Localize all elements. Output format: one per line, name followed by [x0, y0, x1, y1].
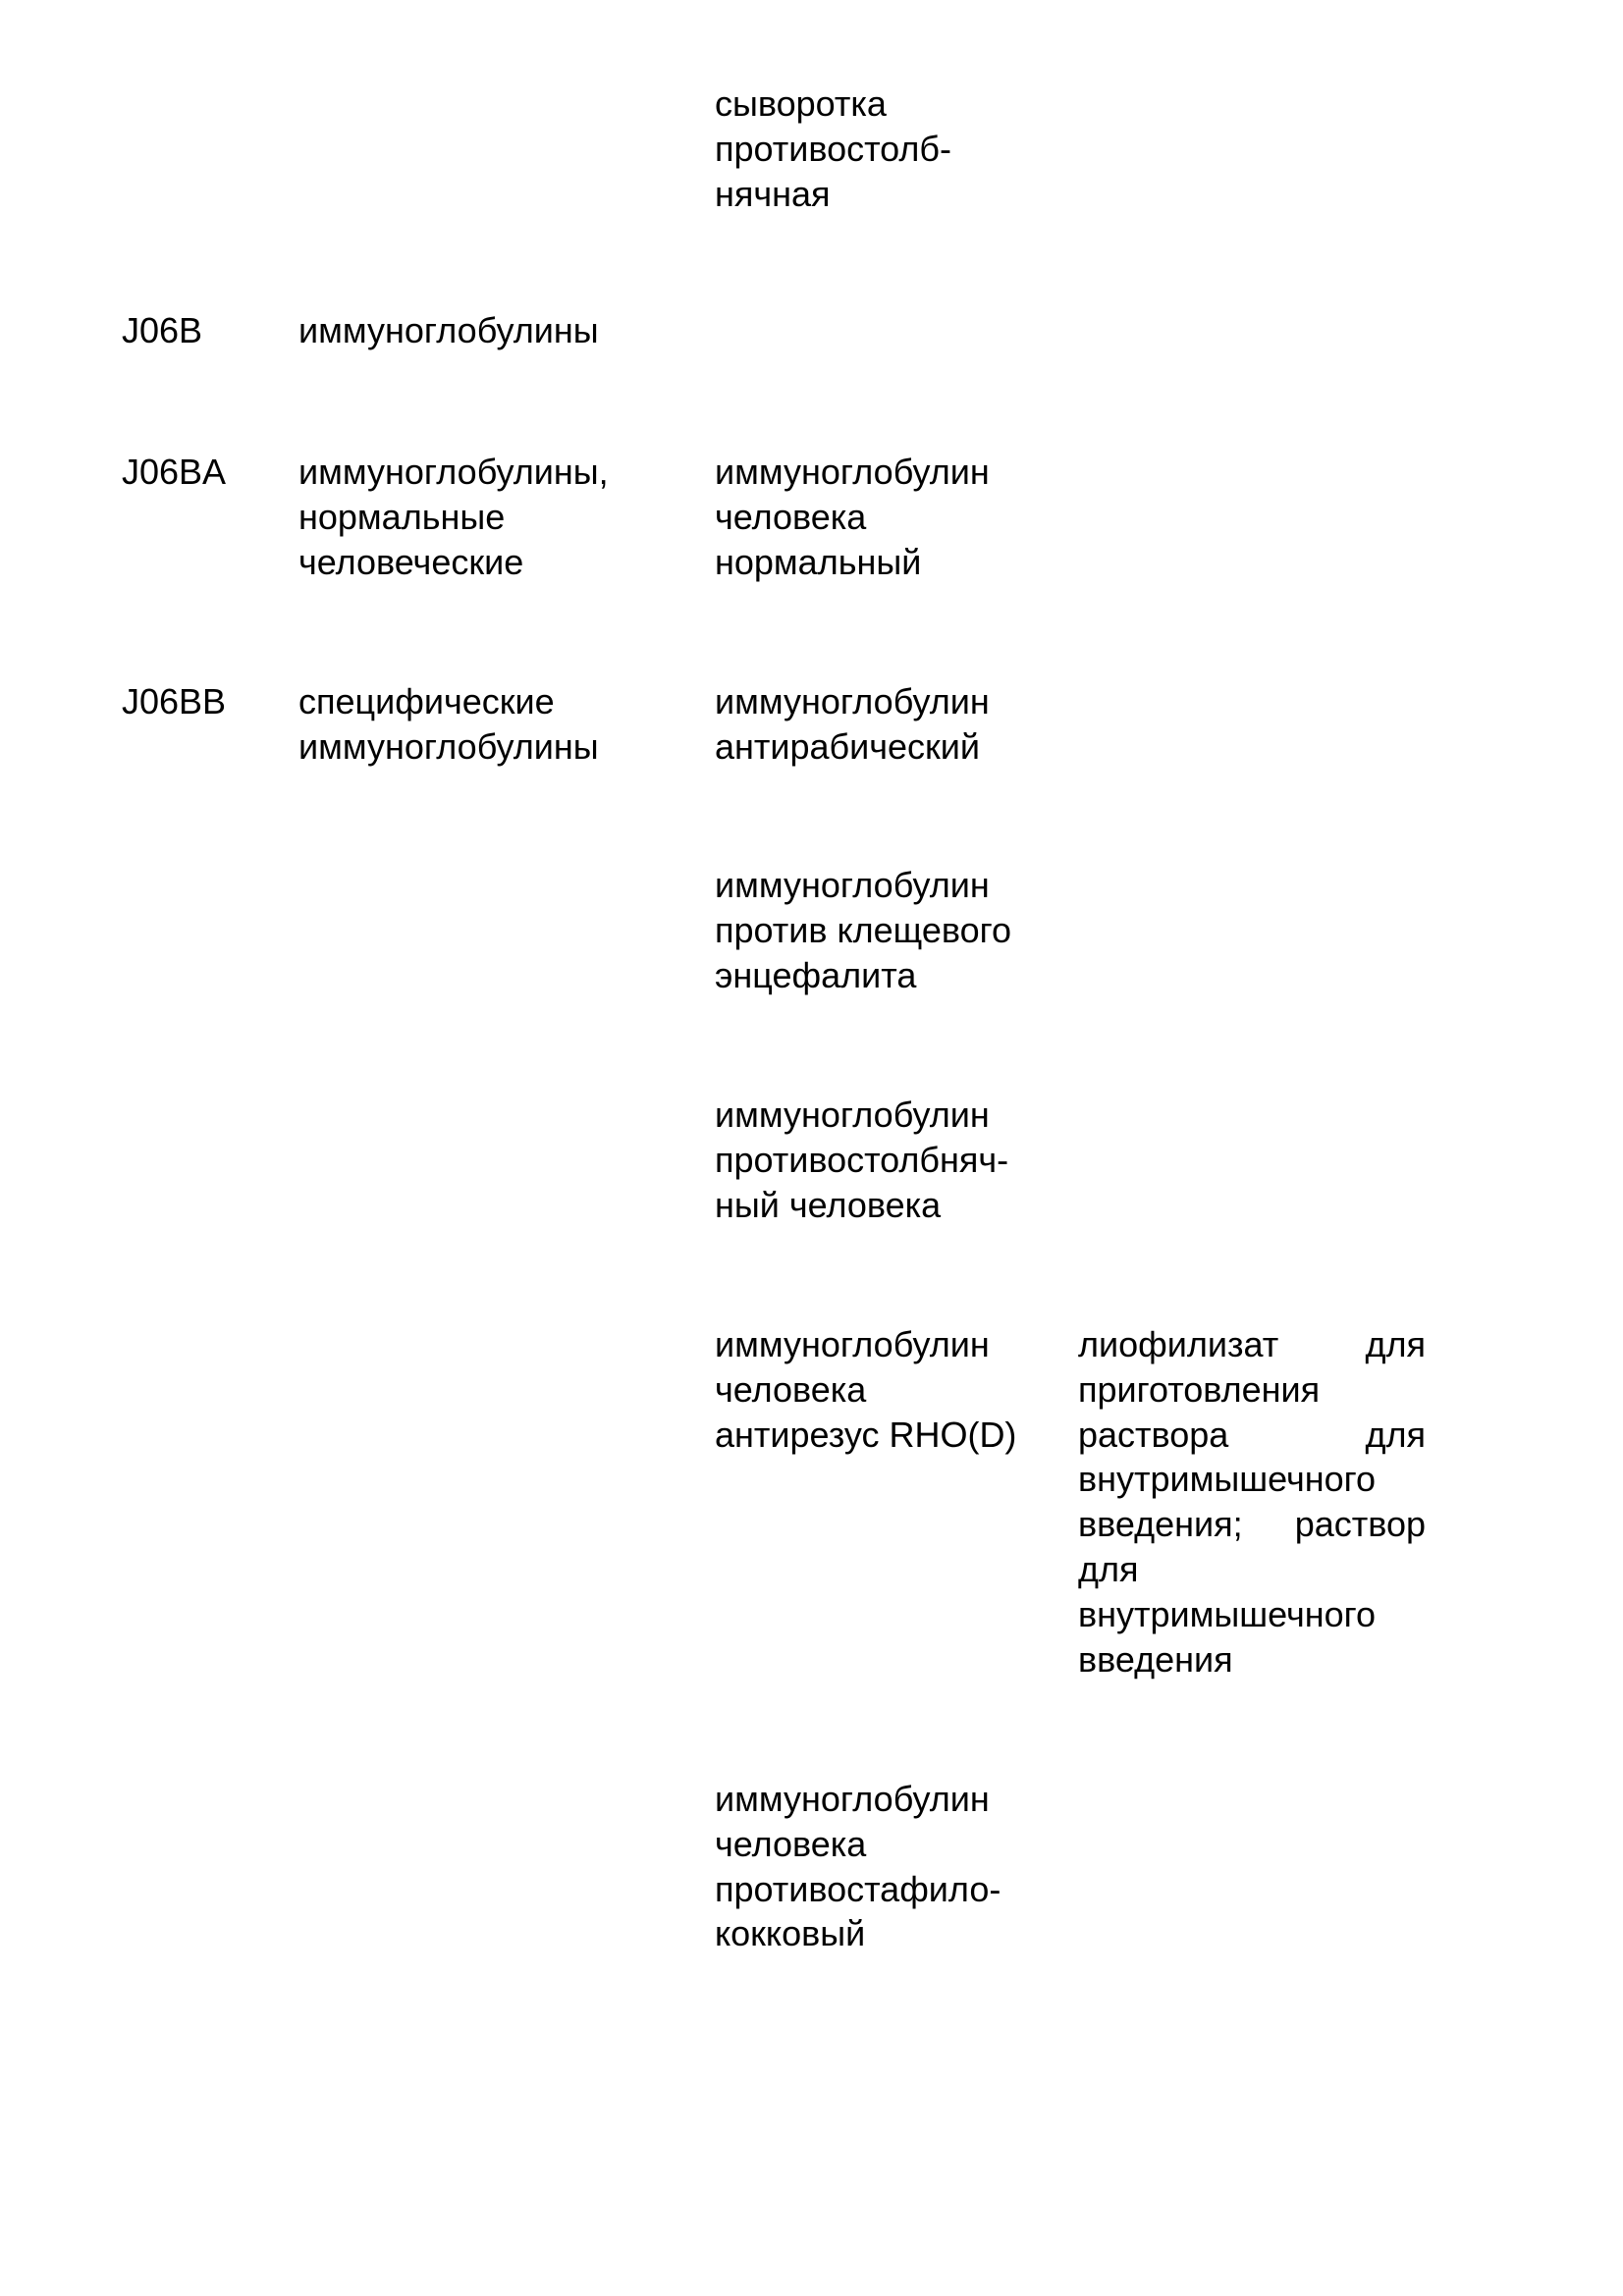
drug-name-cell — [715, 679, 990, 770]
drug-name-line: против клещевого — [715, 909, 1011, 950]
dosage-form-line: приготовления — [1078, 1368, 1321, 1410]
drug-name-line: противостафило- — [715, 1868, 1001, 1909]
drug-name-line: иммуноглобулин — [715, 1324, 990, 1364]
drug-name-line: противостолбняч- — [715, 1139, 1009, 1180]
drug-name-cell — [715, 450, 990, 584]
dosage-form-word: раствора — [1078, 1414, 1229, 1455]
dosage-form-cell — [1078, 1322, 1426, 1682]
drug-name-line: человека — [715, 1823, 867, 1864]
dosage-form-line — [1078, 1322, 1426, 1367]
atc-code: J06BA — [122, 452, 227, 492]
group-name-line: нормальные — [298, 496, 506, 537]
drug-name-line: антирабический — [715, 725, 981, 767]
group-name-cell — [298, 679, 599, 770]
group-name-line: иммуноглобулины — [298, 310, 599, 350]
drug-name-line: нячная — [715, 173, 831, 214]
group-name-line: иммуноглобулины, — [298, 452, 609, 492]
dosage-form-word: введения; — [1078, 1504, 1243, 1545]
dosage-form-line: введения — [1078, 1638, 1233, 1680]
drug-name-cell — [715, 1777, 1001, 1956]
drug-name-line: иммуноглобулин — [715, 681, 990, 721]
drug-name-line: противостолб- — [715, 128, 952, 169]
dosage-form-line: для — [1078, 1548, 1139, 1589]
drug-name-cell — [715, 1093, 1008, 1227]
dosage-form-word: раствор — [1294, 1504, 1426, 1545]
drug-name-line: нормальный — [715, 541, 922, 582]
atc-code: J06BB — [122, 681, 227, 721]
drug-name-line: ный человека — [715, 1184, 942, 1225]
drug-name-cell — [715, 81, 951, 216]
group-name-line: специфические — [298, 681, 555, 721]
drug-name-line: иммуноглобулин — [715, 865, 990, 905]
drug-name-line: энцефалита — [715, 954, 917, 995]
group-name-line: иммуноглобулины — [298, 725, 599, 767]
dosage-form-line — [1078, 1413, 1426, 1458]
drug-name-line: человека — [715, 496, 867, 537]
drug-name-line: антирезус RHO(D) — [715, 1414, 1017, 1455]
dosage-form-word: лиофилизат — [1078, 1324, 1279, 1364]
group-name-cell — [298, 450, 609, 584]
dosage-form-line — [1078, 1502, 1426, 1547]
dosage-form-line: внутримышечного — [1078, 1459, 1376, 1500]
dosage-form-word: для — [1365, 1324, 1426, 1364]
drug-name-line: иммуноглобулин — [715, 1095, 990, 1135]
drug-name-cell — [715, 1322, 1016, 1457]
drug-name-line: сыворотка — [715, 83, 887, 124]
group-name-cell — [298, 308, 599, 353]
drug-name-line: иммуноглобулин — [715, 1779, 990, 1819]
group-name-line: человеческие — [298, 541, 524, 582]
drug-name-cell — [715, 863, 1011, 997]
dosage-form-line: внутримышечного — [1078, 1593, 1376, 1634]
drug-name-line: кокковый — [715, 1913, 866, 1954]
atc-code: J06B — [122, 310, 203, 350]
drug-name-line: человека — [715, 1368, 867, 1410]
dosage-form-word: для — [1365, 1414, 1426, 1455]
drug-name-line: иммуноглобулин — [715, 452, 990, 492]
